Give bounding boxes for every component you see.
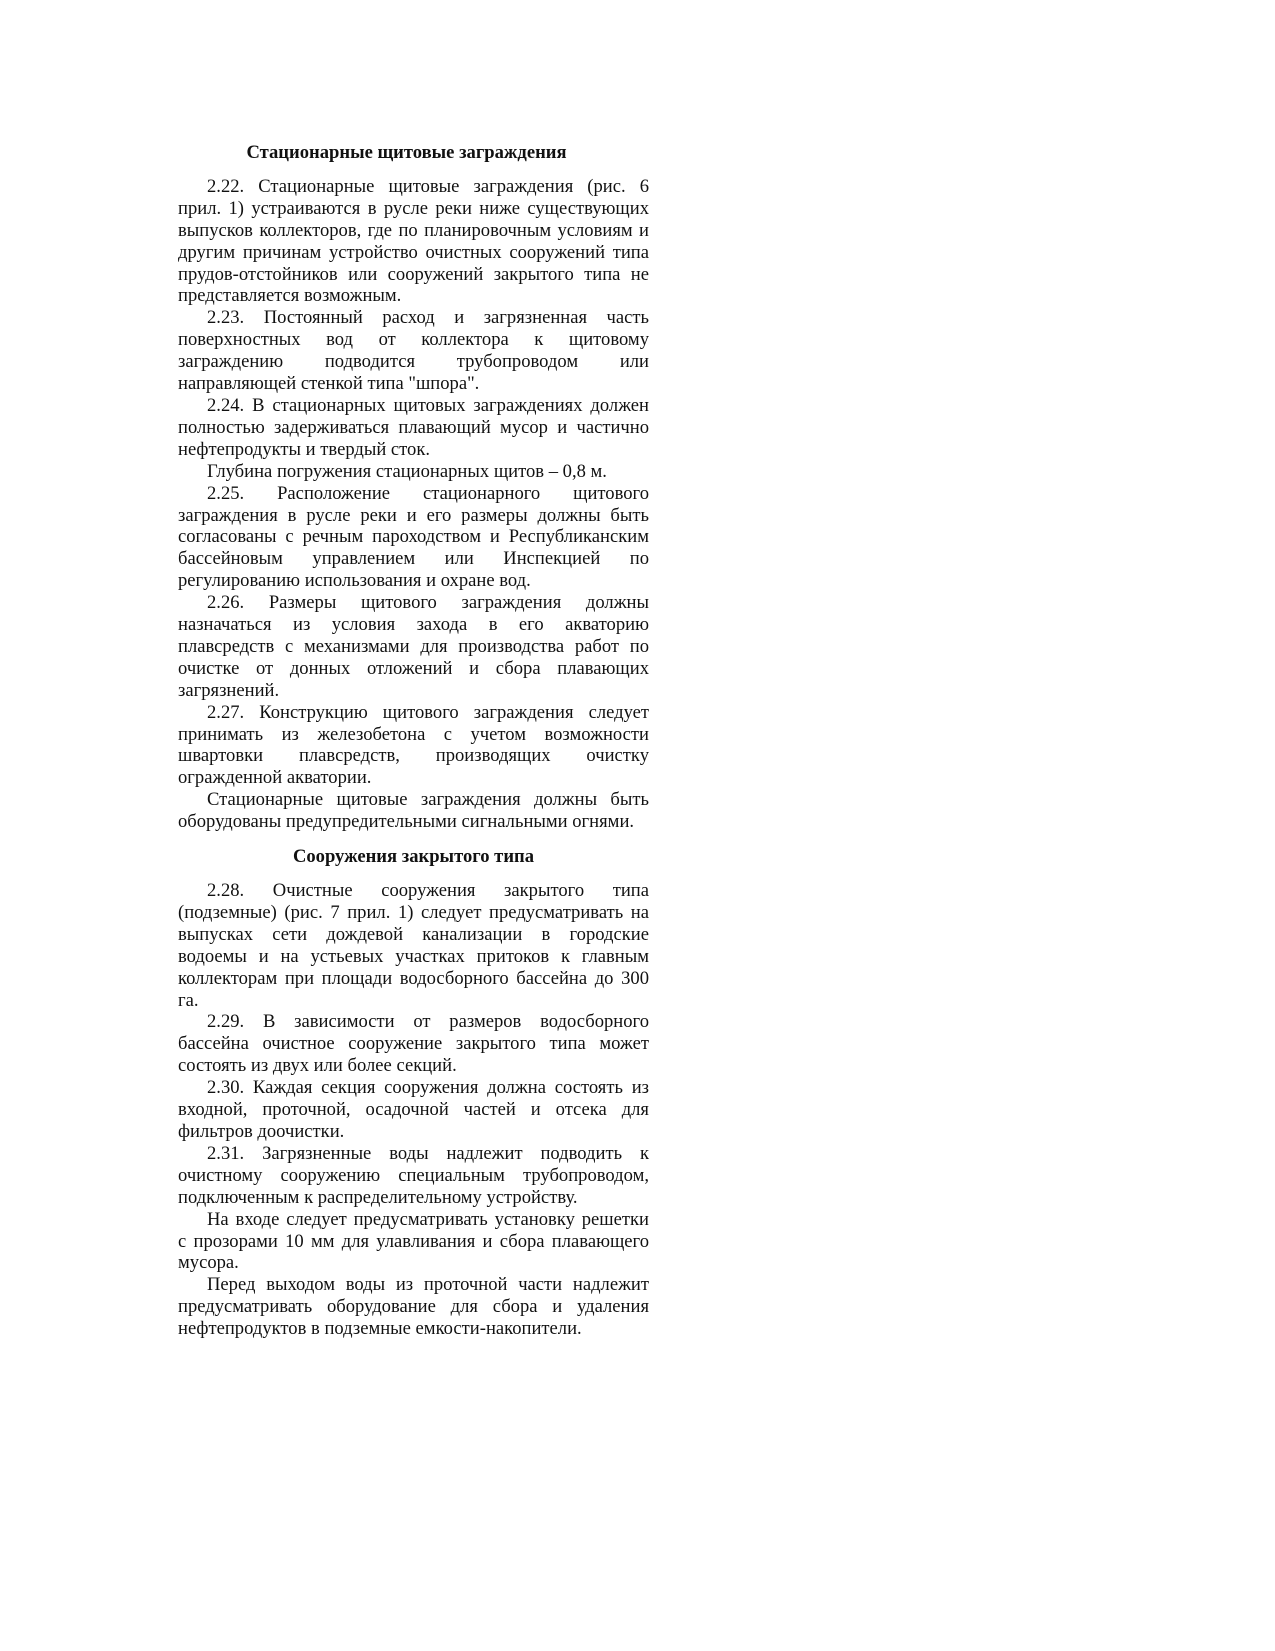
paragraph-immersion-depth: Глубина погружения стационарных щитов – 0,8 м. [207,460,607,482]
paragraph-2-30: 2.30. Каждая секция сооружения должна состоять из входной, проточной, осадочной частей и отсека для фильтров доочистки. [178,1077,649,1142]
paragraph-inlet-screen: На входе следует предусматривать установку решетки с прозорами 10 мм для улавливания и сбора плавающего мусора. [178,1208,649,1274]
paragraph-2-27: 2.27. Конструкцию щитового заграждения следует принимать из железобетона с учетом возможности швартовки плавсредств, производящих очистку огражденной акватории. [178,701,649,789]
paragraph-2-29: 2.29. В зависимости от размеров водосборного бассейна очистное сооружение закрытого типа может состоять из двух или более секций. [178,1011,649,1077]
paragraph-2-28: 2.28. Очистные сооружения закрытого типа (подземные) (рис. 7 прил. 1) следует предусматривать на выпусках сети дождевой канализации в городские водоемы и на устьевых участках притоков к главным коллекторам при площади водосборного бассейна до 300 га. [178,880,649,1011]
paragraph-2-26: 2.26. Размеры щитового заграждения должны назначаться из условия захода в его акваторию плавсредств с механизмами для производства работ по очистке от донных отложений и сбора плавающих загрязнений. [178,592,649,701]
section-heading: Стационарные щитовые заграждения [246,142,567,163]
section-heading: Сооружения закрытого типа [292,846,535,868]
paragraph-2-24: 2.24. В стационарных щитовых заграждениях должен полностью задерживаться плавающий мусор и частично нефтепродукты и твердый сток. [178,394,649,460]
paragraph-signal-lights: Стационарные щитовые заграждения должны быть оборудованы предупредительными сигнальными огнями. [178,789,649,833]
paragraph-2-31: 2.31. Загрязненные воды надлежит подводить к очистному сооружению специальным трубопроводом, подключенным к распределительному устройству. [178,1142,649,1208]
section-stationary-shield-barriers [178,142,649,833]
paragraph-oil-removal: Перед выходом воды из проточной части надлежит предусматривать оборудование для сбора и удаления нефтепродуктов в подземные емкости-накопители. [178,1274,649,1340]
section-closed-type-structures [178,846,649,1340]
paragraph-2-23: 2.23. Постоянный расход и загрязненная часть поверхностных вод от коллектора к щитовому заграждению подводится трубопроводом или направляющей стенкой типа "шпора". [178,307,649,395]
document-page [178,142,649,1340]
paragraph-2-25: 2.25. Расположение стационарного щитового заграждения в русле реки и его размеры должны быть согласованы с речным пароходством и Республиканским бассейновым управлением или Инспекцией по регулированию использования и охране вод. [178,482,649,592]
paragraph-2-22: 2.22. Стационарные щитовые заграждения (рис. 6 прил. 1) устраиваются в русле реки ниже существующих выпусков коллекторов, где по планировочным условиям и другим причинам устройство очистных сооружений типа прудов-отстойников или сооружений закрытого типа не представляется возможным. [178,175,649,307]
